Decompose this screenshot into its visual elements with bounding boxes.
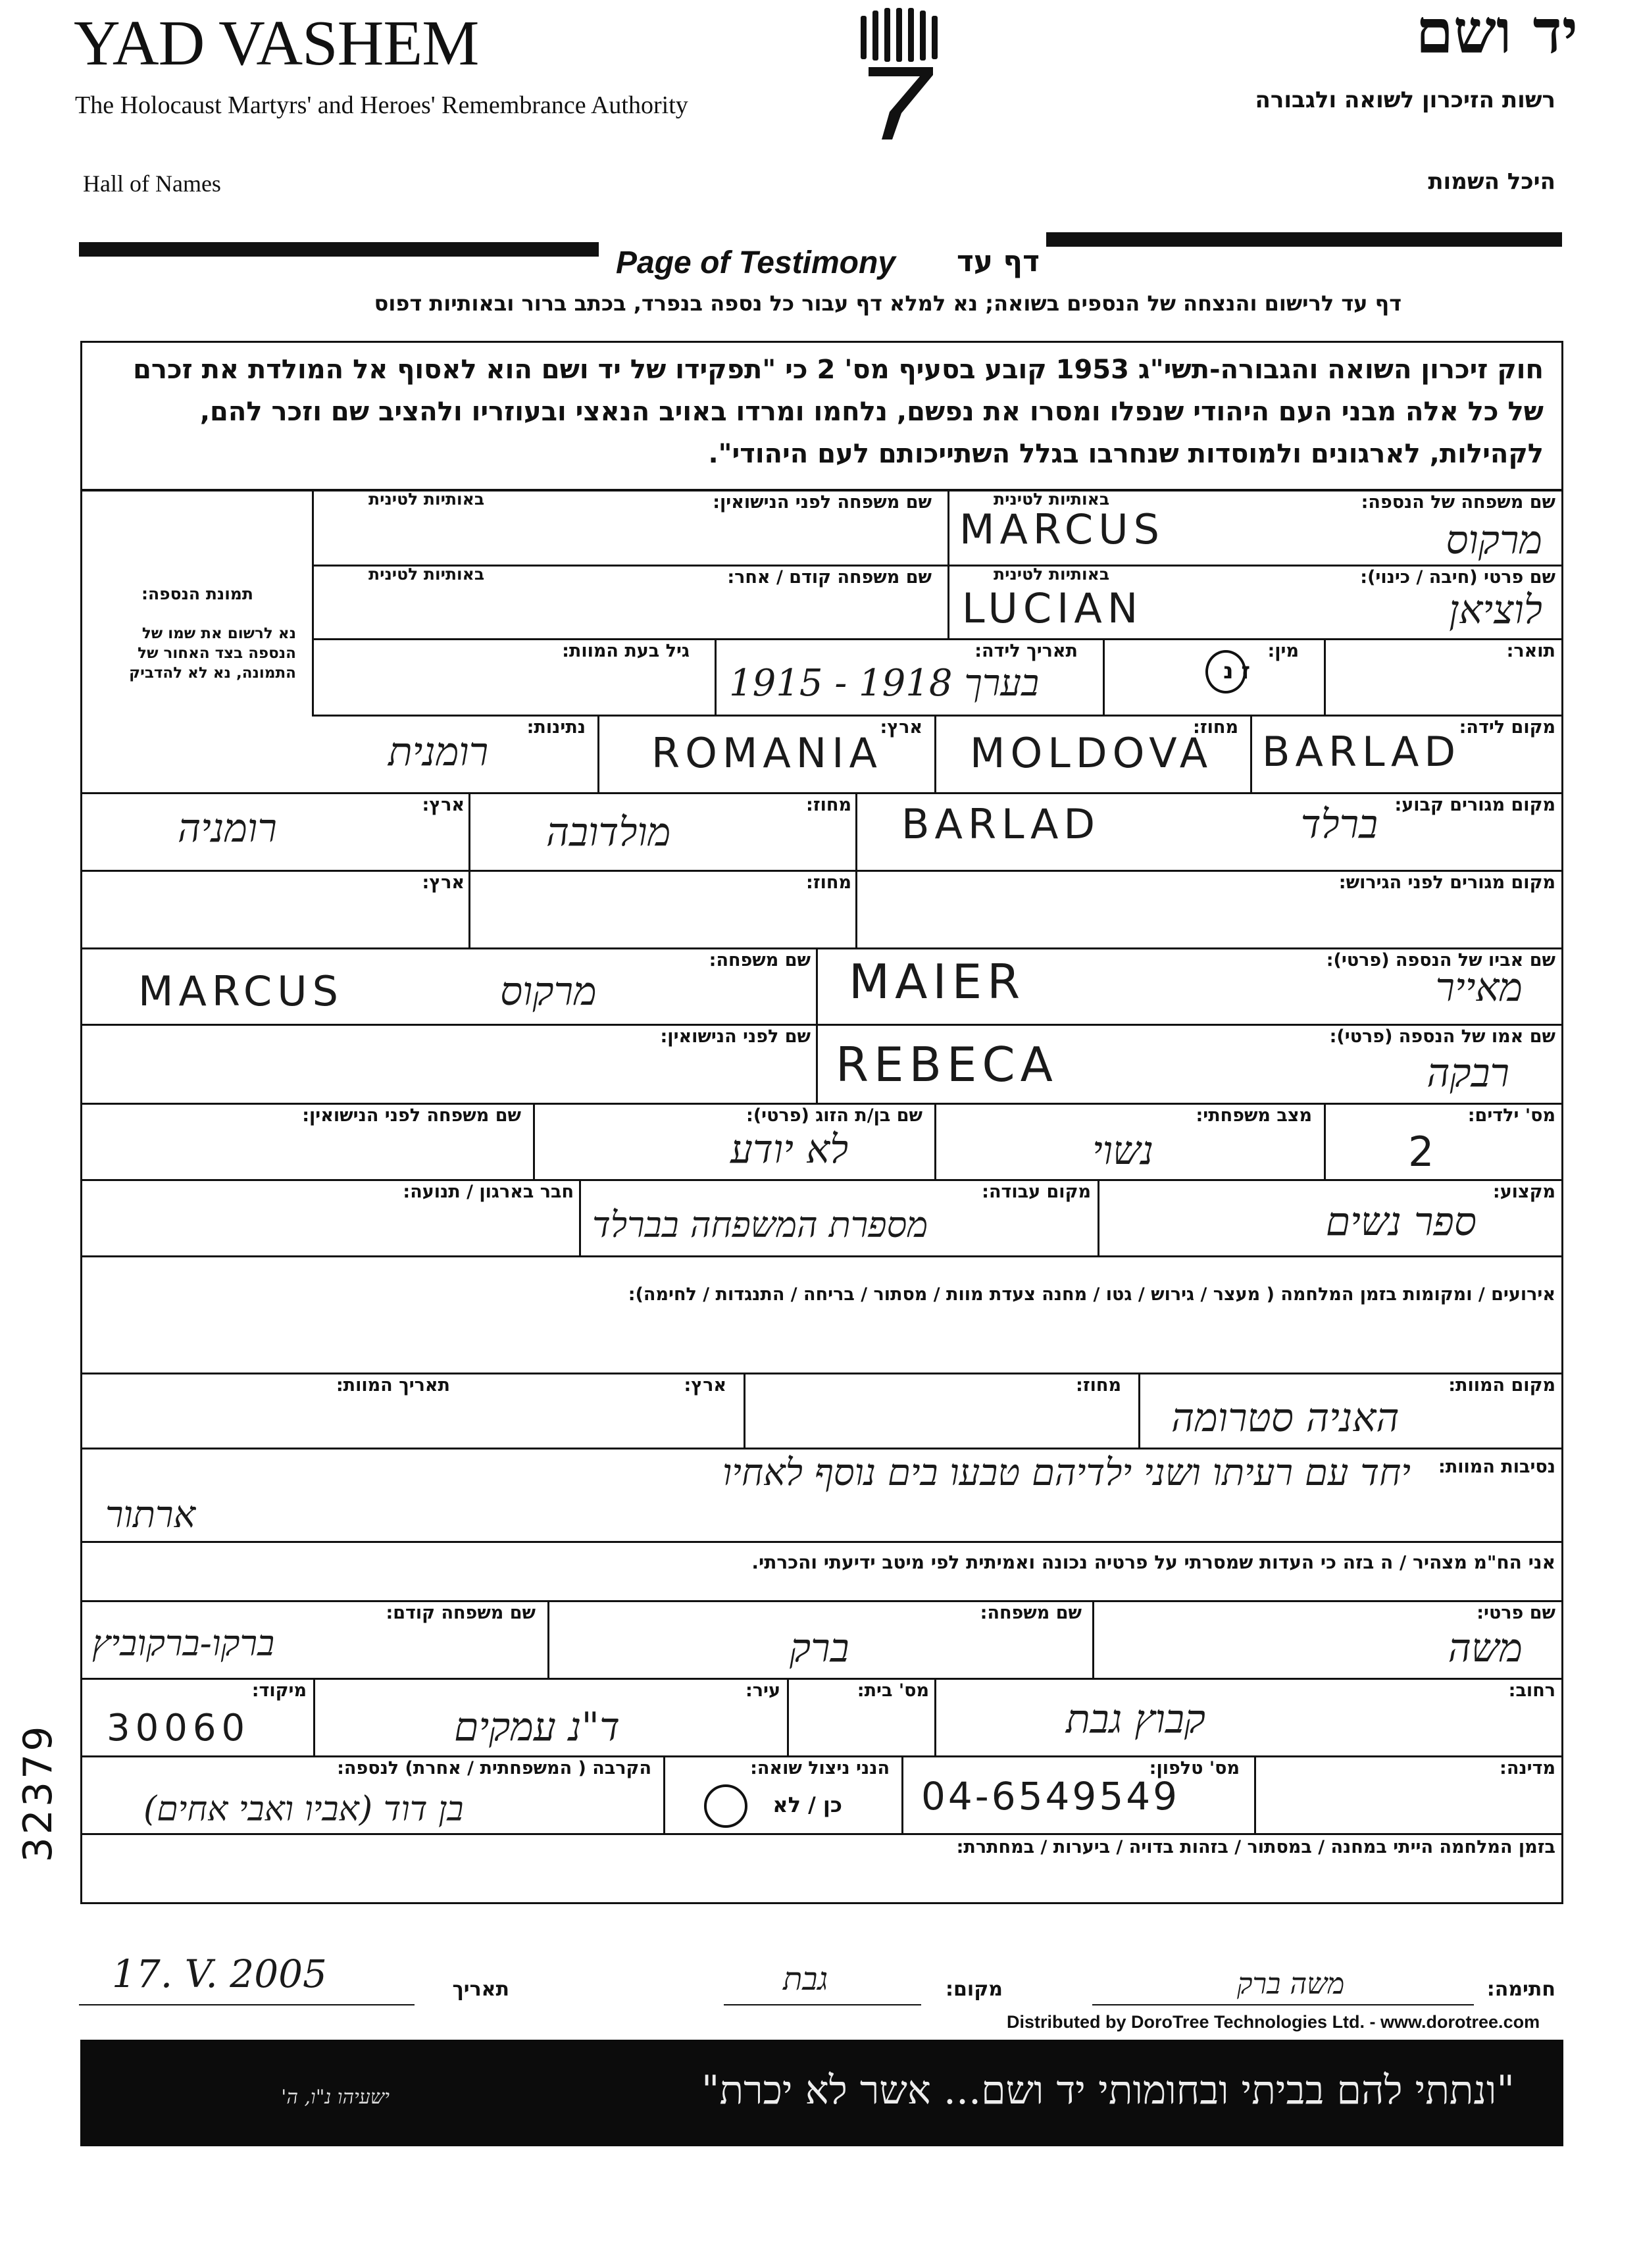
witness-prev-label: שם משפחה קודם: xyxy=(386,1603,536,1623)
gender-options: ז נ xyxy=(1223,658,1250,684)
org-subtitle-he: רשות הזיכרון לשואה ולגבורה xyxy=(1255,87,1555,113)
mother-first-latin-value: REBECA xyxy=(836,1037,1058,1092)
witness-prev-value: ברקו-ברקוביץ xyxy=(92,1623,275,1664)
surname-label: שם משפחה של הנספה: xyxy=(1361,492,1555,513)
law-text: חוק זיכרון השואה והגבורה-תשי"ג 1953 קובע בסעיף מס' 2 כי "תפקידו של יד ושם הוא לאסוף אל המולדת את זכרם של כל אלה מבני העם היהודי שנפלו ומסרו את נפשם, נלחמו ומרדו באויב הנאצי ובעוזריו ולהציב שם וזכר להם, לקהילות, לארגונים ולמוסדות שנחרבו בגלל השתייכותם לעם היהודי". xyxy=(133,355,1544,469)
header-rule-left xyxy=(79,242,599,257)
title-label: תואר: xyxy=(1506,641,1555,661)
first-name-label: שם פרטי (חיבה / כינוי): xyxy=(1360,567,1555,588)
witness-family-value: ברק xyxy=(790,1625,849,1671)
birth-city-value: BARLAD xyxy=(1262,728,1461,776)
state-label: מדינה: xyxy=(1500,1758,1555,1778)
org-name-en: YAD VASHEM xyxy=(74,8,479,79)
survivor-options: כן / לא xyxy=(772,1792,842,1817)
father-family-label: שם משפחה: xyxy=(709,950,811,970)
city-value: ד"נ עמקים xyxy=(454,1704,620,1750)
res-city-he-value: ברלד xyxy=(1300,801,1378,847)
permanent-residence-label: מקום מגורים קבוע: xyxy=(1394,795,1555,815)
signature-label: חתימה: xyxy=(1486,1978,1555,2001)
zip-value: 30060 xyxy=(107,1707,251,1750)
relation-label: הקרבה ( המשפחתית / אחרת) לנספה: xyxy=(337,1758,651,1778)
photo-title: תמונת הנספה: xyxy=(141,584,253,603)
prewar-district-label: מחוז: xyxy=(806,872,851,893)
mother-first-he-value: רבקה xyxy=(1426,1050,1509,1096)
prev-surname-label: שם משפחה קודם / אחר: xyxy=(727,567,932,588)
prev-surname-latin-label: באותיות לטינית xyxy=(368,565,485,584)
father-family-latin-value: MARCUS xyxy=(138,967,343,1015)
gender-label: מין: xyxy=(1267,641,1299,661)
hall-of-names-he: היכל השמות xyxy=(1428,168,1555,195)
nationality-label: נתינות: xyxy=(526,717,586,738)
prewar-country-label: ארץ: xyxy=(422,872,465,893)
org-name-he: יד ושם xyxy=(1415,0,1578,67)
place-label: מקום: xyxy=(946,1978,1003,2001)
res-city-latin-value: BARLAD xyxy=(901,800,1101,848)
birth-date-label: תאריך לידה: xyxy=(974,641,1078,661)
witness-first-label: שם פרטי: xyxy=(1477,1603,1555,1623)
survivor-selected-circle xyxy=(704,1784,747,1828)
spouse-maiden-label: שם משפחה לפני הנישואין: xyxy=(302,1105,521,1126)
father-name-label: שם אביו של הנספה (פרטי): xyxy=(1326,950,1555,970)
margin-number: 32379 xyxy=(15,1723,61,1863)
workplace-label: מקום עבודה: xyxy=(982,1182,1091,1202)
first-name-latin-value: LUCIAN xyxy=(962,584,1144,632)
father-first-he-value: מאייר xyxy=(1435,965,1523,1011)
first-name-he-value: לוציאן xyxy=(1449,587,1542,633)
age-at-death-label: גיל בעת המוות: xyxy=(562,641,690,661)
birth-district-value: MOLDOVA xyxy=(970,729,1213,777)
nationality-value: רומנית xyxy=(388,729,489,775)
date-value: 17. V. 2005 xyxy=(112,1952,327,1996)
house-no-label: מס' בית: xyxy=(857,1680,929,1701)
profession-value: ספר נשים xyxy=(1325,1199,1477,1245)
date-label: תאריך xyxy=(452,1978,509,2001)
quote-banner xyxy=(80,2040,1563,2146)
declaration: אני הח"מ מצהיר / ה בזה כי העדות שמסרתי על פרטיה נכונה ואמיתית לפי מיטב ידיעתי והכרתי. xyxy=(751,1551,1555,1573)
mother-name-label: שם אמו של הנספה (פרטי): xyxy=(1329,1026,1555,1047)
distributed-by: Distributed by DoroTree Technologies Ltd. - www.dorotree.com xyxy=(1007,2012,1540,2032)
res-district-value: מולדובה xyxy=(546,809,671,855)
city-label: עיר: xyxy=(745,1680,780,1701)
father-first-latin-value: MAIER xyxy=(849,954,1026,1009)
death-place-label: מקום המוות: xyxy=(1448,1375,1555,1396)
title-en: Page of Testimony xyxy=(616,245,896,280)
survivor-label: הנני ניצול שואה: xyxy=(750,1758,890,1778)
workplace-value: מספרת המשפחה בברלד xyxy=(592,1204,928,1246)
place-value: גבת xyxy=(783,1961,828,1998)
num-children-label: מס' ילדים: xyxy=(1467,1105,1555,1126)
birth-country-label: ארץ: xyxy=(880,717,922,738)
surname-he-value: מרקוס xyxy=(1446,517,1542,563)
org-subtitle-en: The Holocaust Martyrs' and Heroes' Remembrance Authority xyxy=(75,91,688,119)
gender-selected-circle xyxy=(1205,650,1246,693)
relation-value: בן דוד (אביו ואבי אחים) xyxy=(143,1790,464,1829)
surname-latin-label: באותיות לטינית xyxy=(994,490,1110,509)
res-country-label: ארץ: xyxy=(422,795,465,815)
maiden-name-label: שם משפחה לפני הנישואין: xyxy=(713,492,932,513)
death-place-value: האניה סטרומה xyxy=(1171,1395,1400,1441)
instructions: דף עד לרישום והנצחה של הנספים בשואה; נא למלא דף עבור כל נספה בנפרד, בכתב ברור ובאותיות דפוס xyxy=(374,291,1401,316)
maiden-latin-label: באותיות לטינית xyxy=(368,490,485,509)
street-label: רחוב: xyxy=(1508,1680,1555,1701)
death-district-label: מחוז: xyxy=(1076,1375,1121,1396)
yad-vashem-logo xyxy=(849,1,954,139)
hall-of-names-en: Hall of Names xyxy=(83,170,221,197)
spouse-name-value: לא יודע xyxy=(730,1126,849,1172)
marital-status-label: מצב משפחתי: xyxy=(1196,1105,1312,1126)
death-circumstances-value-2: ארתור xyxy=(105,1494,196,1536)
street-value: קבוץ גבת xyxy=(1066,1696,1206,1742)
header-rule-right xyxy=(1046,232,1562,247)
first-name-latin-label: באותיות לטינית xyxy=(994,565,1110,584)
birth-place-label: מקום לידה: xyxy=(1459,717,1555,738)
mother-maiden-label: שם לפני הנישואין: xyxy=(660,1026,811,1047)
death-country-label: ארץ: xyxy=(684,1375,726,1396)
surname-latin-value: MARCUS xyxy=(959,505,1165,553)
birth-country-value: ROMANIA xyxy=(651,729,882,777)
title-he: דף עד xyxy=(956,245,1040,278)
wartime-events-label: אירועים / ומקומות בזמן המלחמה ( מעצר / גירוש / גטו / מחנה צעדת מוות / מסתור / בריחה / התנגדות / לחימה): xyxy=(628,1284,1555,1305)
phone-label: מס' טלפון: xyxy=(1149,1758,1240,1778)
birth-date-value: 1915 - 1918 בערך xyxy=(729,662,1040,705)
banner-source: ישעיהו נ"ו, ה' xyxy=(281,2086,390,2109)
num-children-value: 2 xyxy=(1408,1128,1440,1176)
wartime-witness-label: בזמן המלחמה הייתי במחנה / במסתור / בזהות בדויה / ביערות / במחתרת: xyxy=(956,1837,1555,1857)
witness-family-label: שם משפחה: xyxy=(980,1603,1082,1623)
res-district-label: מחוז: xyxy=(806,795,851,815)
death-circumstances-value-1: יחד עם רעיתו ושני ילדיהם טבעו בים נוסף לאחיו xyxy=(722,1451,1411,1494)
res-country-value: רומניה xyxy=(178,805,277,851)
phone-value: 04-6549549 xyxy=(921,1774,1180,1819)
profession-label: מקצוע: xyxy=(1492,1182,1555,1202)
birth-district-label: מחוז: xyxy=(1193,717,1238,738)
zip-label: מיקוד: xyxy=(251,1680,307,1701)
photo-note: נא לרשום את שמו של הנספה בצד האחור של התמונה, נא לא להדביק xyxy=(129,625,296,682)
organization-label: חבר בארגון / תנועה: xyxy=(403,1182,574,1202)
marital-status-value: נשוי xyxy=(1092,1128,1154,1174)
father-family-he-value: מרקוס xyxy=(500,969,597,1015)
death-date-label: תאריך המוות: xyxy=(336,1375,450,1396)
spouse-name-label: שם בן/ת הזוג (פרטי): xyxy=(746,1105,922,1126)
death-circumstances-label: נסיבות המוות: xyxy=(1438,1457,1555,1477)
witness-first-value: משה xyxy=(1448,1625,1523,1671)
signature-value: משה ברק xyxy=(1237,1967,1345,2001)
banner-quote: "ונתתי להם בביתי ובחומותי יד ושם... אשר לא יכרת" xyxy=(701,2067,1515,2113)
prewar-residence-label: מקום מגורים לפני הגירוש: xyxy=(1338,872,1555,893)
